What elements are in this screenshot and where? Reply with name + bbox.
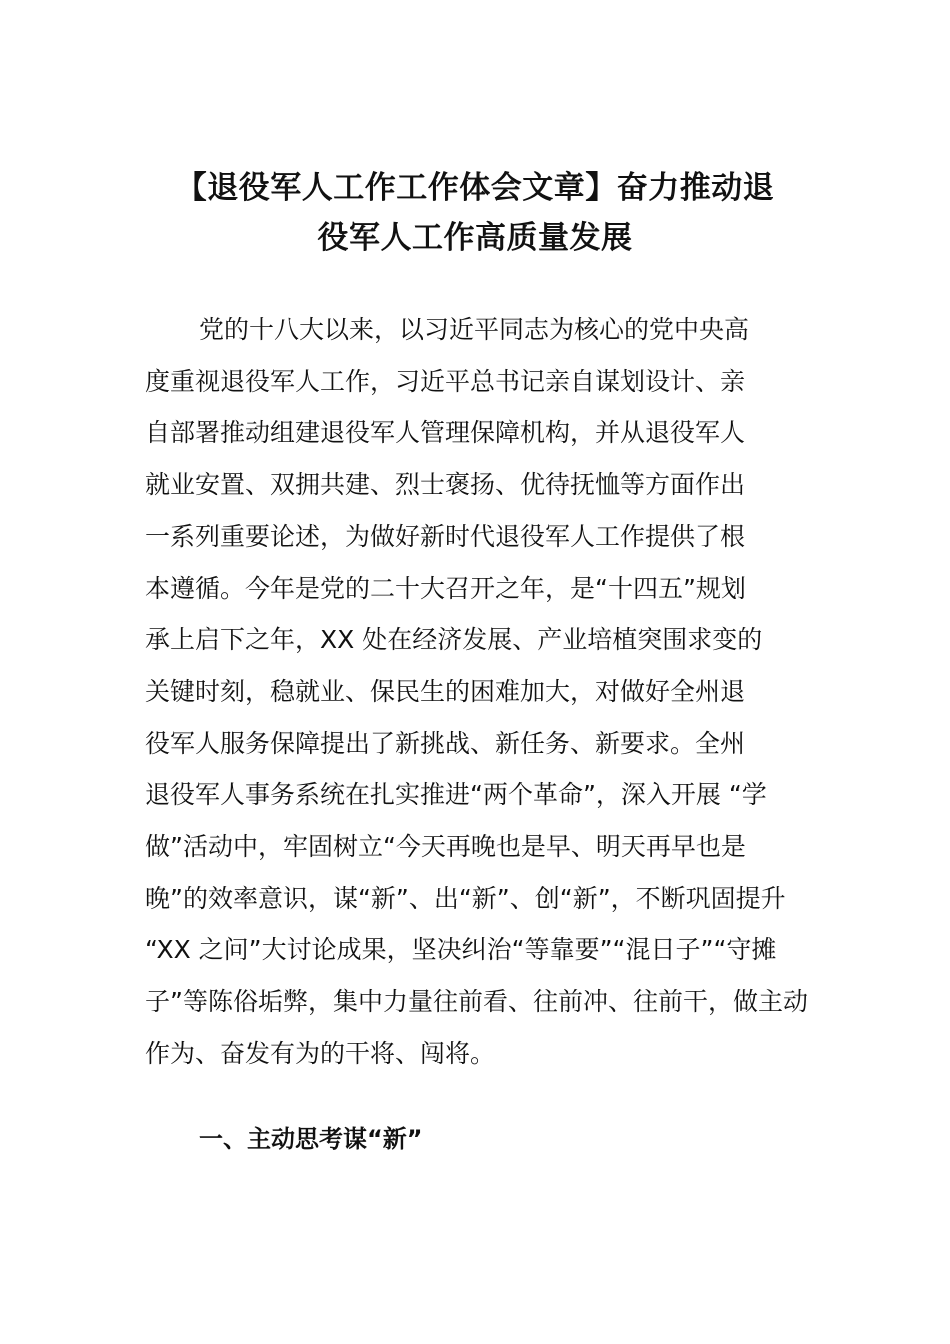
paragraph-line: 晚”的效率意识，谋“新”、出“新”、创“新”，不断巩固提升 bbox=[145, 883, 786, 913]
paragraph-line: 自部署推动组建退役军人管理保障机构，并从退役军人 bbox=[145, 418, 746, 448]
paragraph-line: 役军人服务保障提出了新挑战、新任务、新要求。全州 bbox=[145, 728, 746, 758]
paragraph-line: 一系列重要论述，为做好新时代退役军人工作提供了根 bbox=[145, 521, 746, 551]
paragraph-line: 作为、奋发有为的干将、闯将。 bbox=[145, 1038, 496, 1068]
paragraph-line: 子”等陈俗垢弊，集中力量往前看、往前冲、往前干，做主动 bbox=[145, 987, 808, 1017]
title-line: 【退役军人工作工作体会文章】奋力推动退 bbox=[175, 170, 775, 206]
paragraph-line: “XX 之问”大讨论成果，坚决纠治“等靠要”“混日子”“守摊 bbox=[145, 935, 777, 965]
paragraph-line: 做”活动中，牢固树立“今天再晚也是早、明天再早也是 bbox=[145, 832, 746, 862]
paragraph-line: 本遵循。今年是党的二十大召开之年，是“十四五”规划 bbox=[145, 573, 746, 603]
paragraph-line: 就业安置、双拥共建、烈士褒扬、优待抚恤等方面作出 bbox=[145, 470, 746, 500]
document-title bbox=[130, 163, 820, 263]
paragraph-line: 度重视退役军人工作，习近平总书记亲自谋划设计、亲 bbox=[145, 366, 746, 396]
paragraph-line: 承上启下之年，XX 处在经济发展、产业培植突围求变的 bbox=[145, 625, 763, 655]
paragraph-line: 退役军人事务系统在扎实推进“两个革命”，深入开展 “学 bbox=[145, 780, 767, 810]
paragraph-line: 党的十八大以来，以习近平同志为核心的党中央高 bbox=[199, 315, 750, 344]
section-heading: 一、主动思考谋“新” bbox=[199, 1125, 423, 1153]
paragraph-line: 关键时刻，稳就业、保民生的困难加大，对做好全州退 bbox=[145, 676, 746, 706]
intro-paragraph bbox=[145, 304, 825, 1080]
title-line: 役军人工作高质量发展 bbox=[317, 220, 633, 256]
